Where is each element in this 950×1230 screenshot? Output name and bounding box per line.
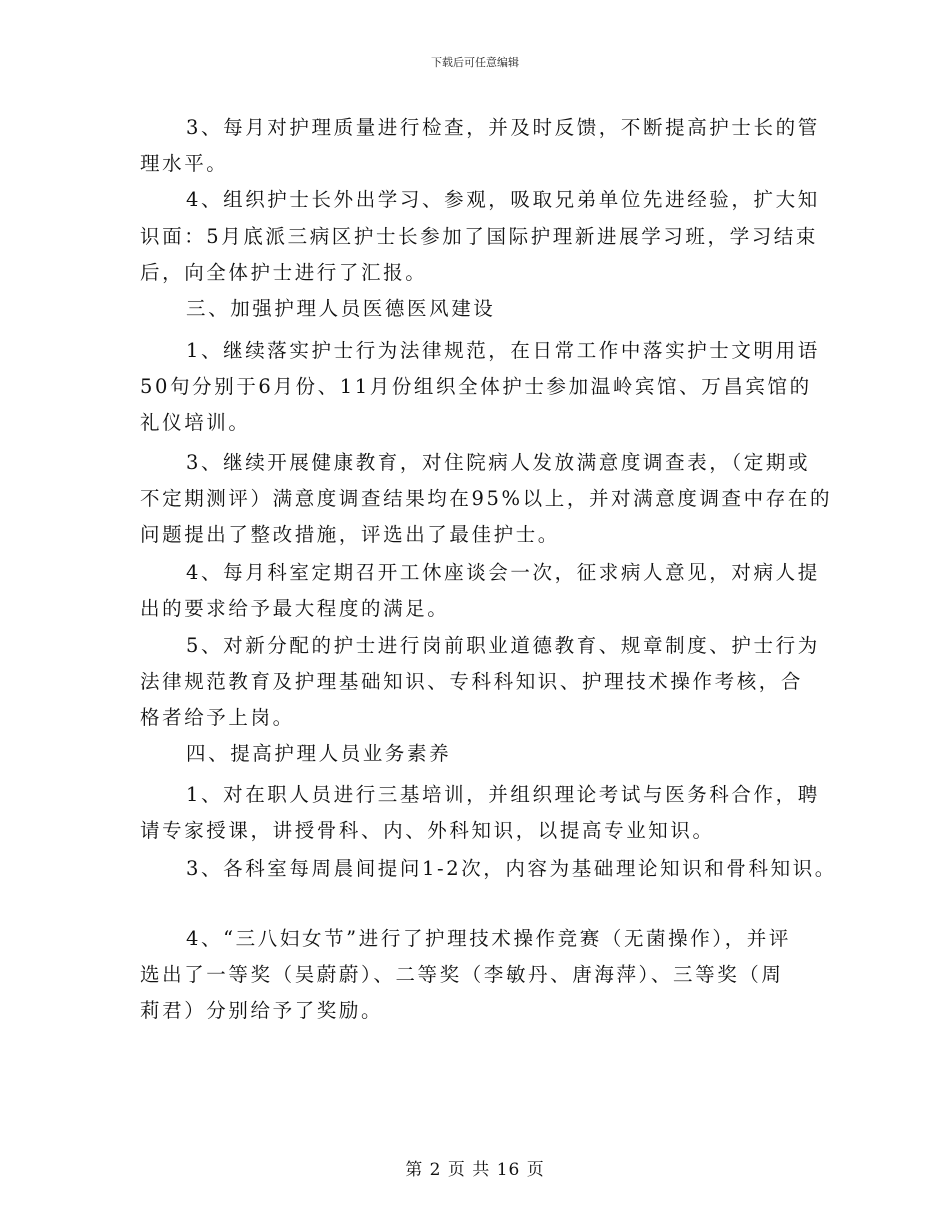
paragraph-line: 4、“三八妇女节”进行了护理技术操作竞赛（无菌操作），并评 <box>186 927 791 950</box>
paragraph-line: 5、对新分配的护士进行岗前职业道德教育、规章制度、护士行为 <box>186 634 820 657</box>
paragraph-line: 理水平。 <box>140 152 229 175</box>
paragraph-line: 3、各科室每周晨间提问1-2次，内容为基础理论知识和骨科知识。 <box>186 857 837 880</box>
section-heading: 三、加强护理人员医德医风建设 <box>186 297 496 320</box>
paragraph-line: 后，向全体护士进行了汇报。 <box>140 261 428 284</box>
paragraph-line: 不定期测评）满意度调查结果均在95%以上，并对满意度调查中存在的 <box>140 487 833 510</box>
paragraph-line: 1、继续落实护士行为法律规范，在日常工作中落实护士文明用语 <box>186 339 820 362</box>
paragraph-line: 1、对在职人员进行三基培训，并组织理论考试与医务科合作，聘 <box>186 783 820 806</box>
paragraph-line: 4、组织护士长外出学习、参观，吸取兄弟单位先进经验，扩大知 <box>186 188 820 211</box>
paragraph-line: 问题提出了整改措施，评选出了最佳护士。 <box>140 523 560 546</box>
paragraph-line: 4、每月科室定期召开工休座谈会一次，征求病人意见，对病人提 <box>186 561 820 584</box>
paragraph-line: 格者给予上岗。 <box>140 706 295 729</box>
paragraph-line: 50句分别于6月份、11月份组织全体护士参加温岭宾馆、万昌宾馆的 <box>140 375 812 398</box>
paragraph-line: 莉君）分别给予了奖励。 <box>140 999 384 1022</box>
page-header: 下载后可任意编辑 <box>431 56 519 69</box>
paragraph-line: 选出了一等奖（吴蔚蔚）、二等奖（李敏丹、唐海萍）、三等奖（周 <box>140 963 784 986</box>
paragraph-line: 出的要求给予最大程度的满足。 <box>140 597 450 620</box>
paragraph-line: 3、继续开展健康教育，对住院病人发放满意度调查表，（定期或 <box>186 451 811 474</box>
page-number: 第 2 页 共 16 页 <box>405 1160 545 1180</box>
paragraph-line: 请专家授课，讲授骨科、内、外科知识，以提高专业知识。 <box>140 819 715 842</box>
paragraph-line: 识面：5月底派三病区护士长参加了国际护理新进展学习班，学习结束 <box>140 225 819 248</box>
paragraph-line: 3、每月对护理质量进行检查，并及时反馈，不断提高护士长的管 <box>186 116 820 139</box>
paragraph-line: 法律规范教育及护理基础知识、专科科知识、护理技术操作考核，合 <box>140 670 804 693</box>
paragraph-line: 礼仪培训。 <box>140 411 251 434</box>
section-heading: 四、提高护理人员业务素养 <box>186 742 452 765</box>
